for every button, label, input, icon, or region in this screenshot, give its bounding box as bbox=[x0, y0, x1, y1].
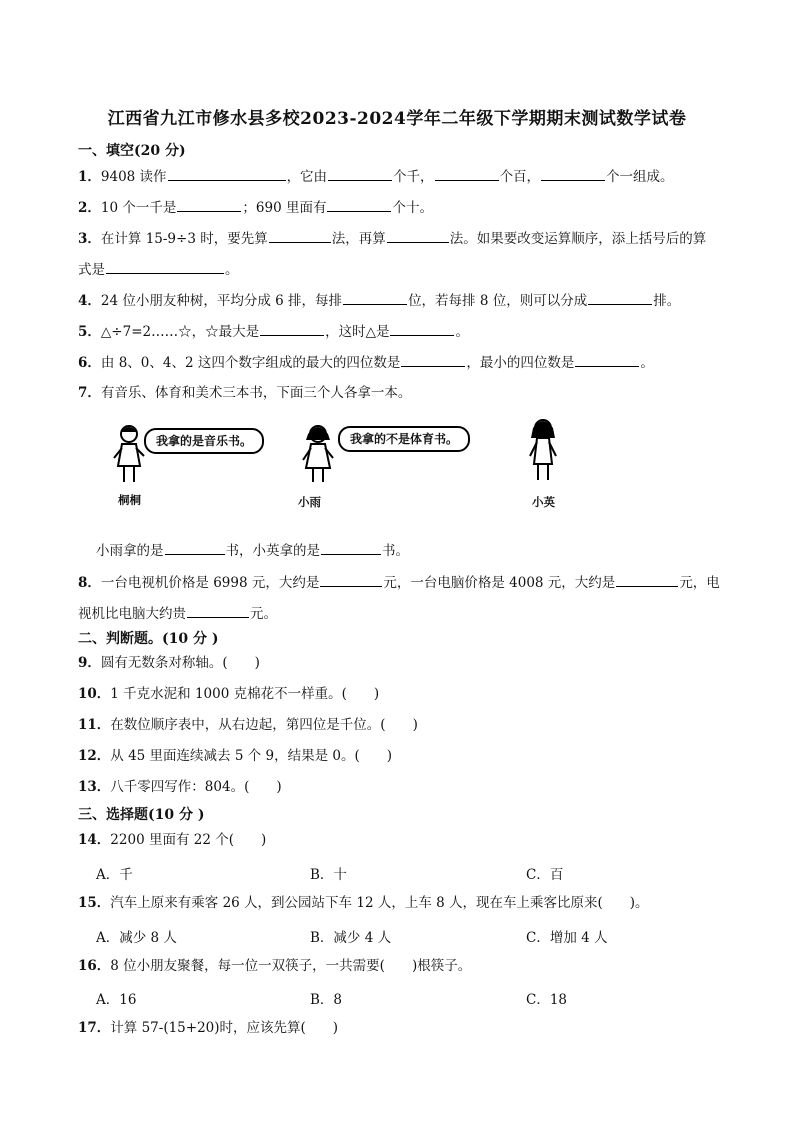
child-figure-xiaoyu bbox=[300, 422, 336, 484]
question-6: 6．由 8、0、4、2 这四个数字组成的最大的四位数是 ，最小的四位数是 。 bbox=[78, 352, 748, 372]
option-a[interactable]: A．千 bbox=[96, 867, 133, 883]
answer-blank[interactable] bbox=[187, 603, 249, 618]
child-figure-tongtong bbox=[112, 422, 146, 484]
answer-blank[interactable] bbox=[269, 228, 331, 243]
answer-blank[interactable] bbox=[260, 321, 324, 336]
question-15: 15．汽车上原来有乘客 26 人，到公园站下车 12 人，上车 8 人，现在车上乘客比原来( )。 bbox=[78, 895, 649, 911]
option-a[interactable]: A．16 bbox=[96, 992, 137, 1008]
answer-blank[interactable] bbox=[575, 352, 639, 367]
question-3: 3．在计算 15-9÷3 时，要先算 法，再算 法。如果要改变运算顺序，添上括号后的算 bbox=[78, 228, 748, 248]
answer-blank[interactable] bbox=[327, 197, 391, 212]
question-4: 4．24 位小朋友种树，平均分成 6 排，每排 位，若每排 8 位，则可以分成 排。 bbox=[78, 290, 748, 310]
answer-blank[interactable] bbox=[320, 572, 382, 587]
answer-blank[interactable] bbox=[343, 290, 407, 305]
option-b[interactable]: B．减少 4 人 bbox=[310, 930, 392, 946]
name-label-tongtong: 桐桐 bbox=[118, 493, 141, 507]
option-c[interactable]: C．百 bbox=[526, 867, 564, 883]
answer-blank[interactable] bbox=[106, 259, 224, 274]
section-heading-judge: 二、判断题。(10 分 ) bbox=[78, 631, 219, 647]
question-3-cont: 式是 。 bbox=[78, 259, 748, 279]
question-7: 7．有音乐、体育和美术三本书，下面三个人各拿一本。 bbox=[78, 385, 412, 401]
answer-blank[interactable] bbox=[401, 352, 465, 367]
option-a[interactable]: A．减少 8 人 bbox=[96, 930, 177, 946]
exam-title: 江西省九江市修水县多校2023-2024学年二年级下学期期末测试数学试卷 bbox=[107, 109, 687, 129]
speech-bubble-xiaoyu: 我拿的不是体育书。 bbox=[338, 426, 470, 452]
answer-blank[interactable] bbox=[168, 166, 286, 181]
name-label-xiaoying: 小英 bbox=[532, 495, 555, 509]
answer-blank[interactable] bbox=[541, 166, 605, 181]
answer-blank[interactable] bbox=[588, 290, 652, 305]
answer-blank[interactable] bbox=[321, 540, 381, 555]
question-7-figure bbox=[108, 412, 578, 512]
question-14: 14．2200 里面有 22 个( ) bbox=[78, 832, 267, 848]
option-c[interactable]: C．增加 4 人 bbox=[526, 930, 608, 946]
answer-blank[interactable] bbox=[177, 197, 241, 212]
name-label-xiaoyu: 小雨 bbox=[298, 495, 321, 509]
answer-blank[interactable] bbox=[435, 166, 499, 181]
question-number: 1． bbox=[78, 169, 101, 185]
question-16: 16．8 位小朋友聚餐，每一位一双筷子，一共需要( )根筷子。 bbox=[78, 958, 472, 974]
option-b[interactable]: B．8 bbox=[310, 992, 343, 1008]
speech-bubble-tongtong: 我拿的是音乐书。 bbox=[144, 428, 264, 454]
question-17: 17．计算 57-(15+20)时，应该先算( ) bbox=[78, 1020, 339, 1036]
question-13: 13．八千零四写作：804。( ) bbox=[78, 779, 282, 795]
question-11: 11．在数位顺序表中，从右边起，第四位是千位。( ) bbox=[78, 717, 418, 733]
question-5: 5．△÷7=2……☆，☆最大是 ，这时△是 。 bbox=[78, 321, 748, 341]
section-heading-choice: 三、选择题(10 分 ) bbox=[78, 807, 205, 823]
answer-blank[interactable] bbox=[387, 228, 449, 243]
answer-blank[interactable] bbox=[328, 166, 392, 181]
answer-blank[interactable] bbox=[165, 540, 225, 555]
answer-blank[interactable] bbox=[390, 321, 454, 336]
option-c[interactable]: C．18 bbox=[526, 992, 568, 1008]
section-heading-fill: 一、填空(20 分) bbox=[78, 143, 186, 159]
question-1: 1．9408 读作 ，它由 个千， 个百， 个一组成。 bbox=[78, 166, 748, 186]
question-2: 2．10 个一千是 ；690 里面有 个十。 bbox=[78, 197, 748, 217]
question-10: 10．1 千克水泥和 1000 克棉花不一样重。( ) bbox=[78, 686, 380, 702]
option-b[interactable]: B．十 bbox=[310, 867, 347, 883]
question-9: 9．圆有无数条对称轴。( ) bbox=[78, 655, 260, 671]
child-figure-xiaoying bbox=[526, 416, 560, 482]
question-7-answer: 小雨拿的是 书，小英拿的是 书。 bbox=[96, 540, 766, 560]
question-12: 12．从 45 里面连续减去 5 个 9，结果是 0。( ) bbox=[78, 748, 393, 764]
question-8: 8．一台电视机价格是 6998 元，大约是 元，一台电脑价格是 4008 元，大约是 元，电 bbox=[78, 572, 748, 592]
answer-blank[interactable] bbox=[616, 572, 678, 587]
question-8-cont: 视机比电脑大约贵 元。 bbox=[78, 603, 748, 623]
